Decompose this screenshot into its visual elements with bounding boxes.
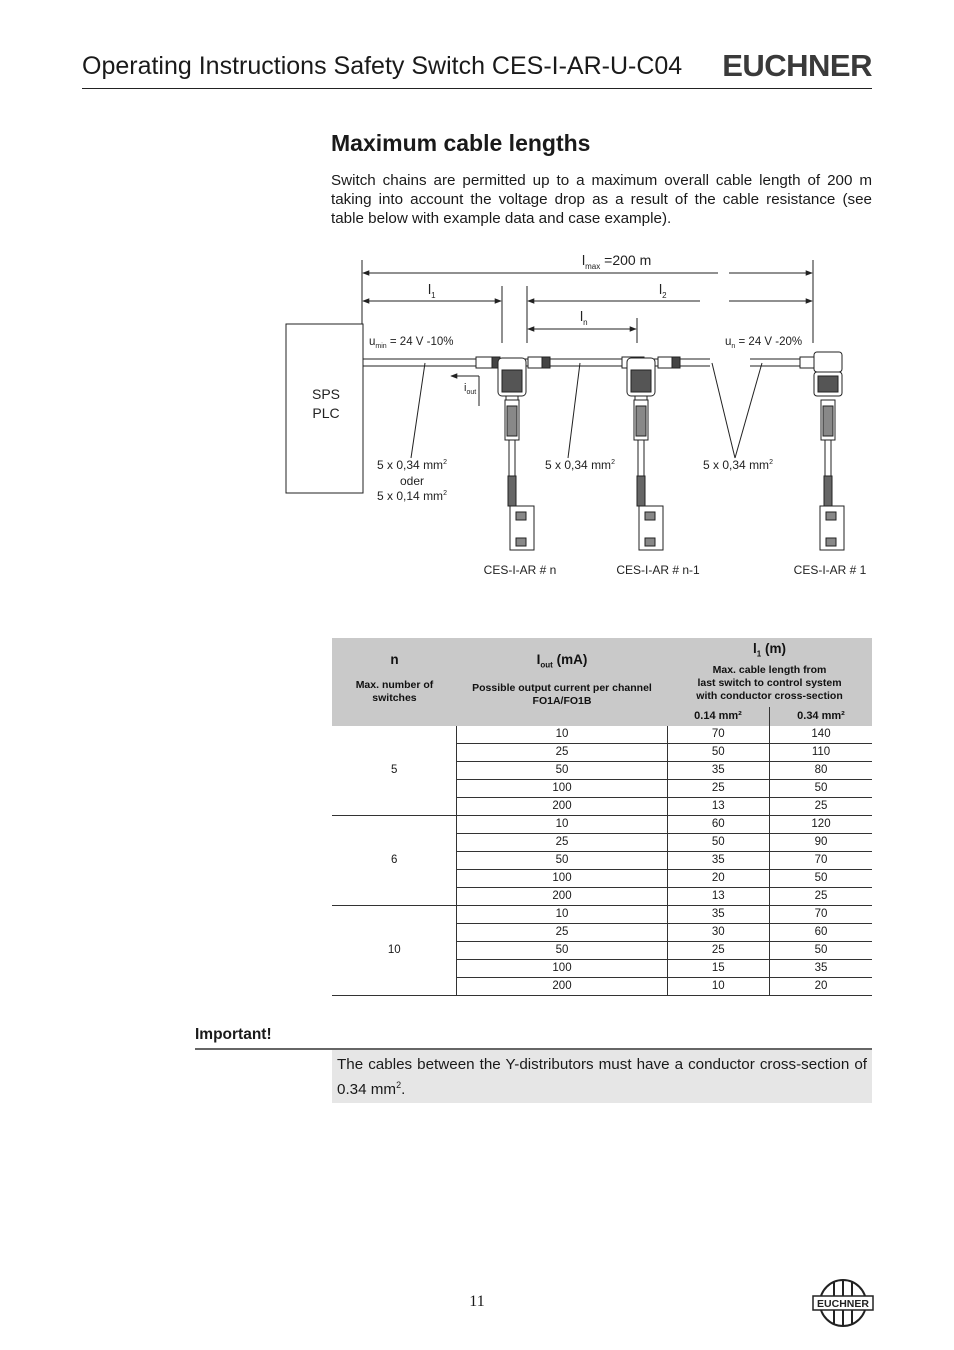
- page-number: 11: [469, 1293, 485, 1310]
- table-row: 100 20 50: [332, 869, 872, 887]
- table-row: 6 10 60 120: [332, 815, 872, 833]
- header-rule: [82, 88, 872, 89]
- switch-1: [824, 476, 832, 506]
- cable-length-table: [332, 638, 872, 996]
- svg-text:ln: $l_n$: [580, 308, 588, 327]
- cable-length-table-wrapper: [332, 638, 872, 996]
- svg-text:5 x 0,34 mm2: 5 x 0,34 $mm^2$: [703, 458, 773, 472]
- table-row: 10 10 35 70: [332, 905, 872, 923]
- table-row: 100 25 50: [332, 779, 872, 797]
- col-header-l1: $l_1$ (m) Max. cable length from last switch to control system with conductor cross-section: [667, 638, 872, 707]
- intro-paragraph: Switch chains are permitted up to a maximum overall cable length of 200 m taking into account the voltage drop as a result of the cable resistance (see table below with example data and case example).: [331, 172, 872, 227]
- table-row: 5 10 70 140: [332, 726, 872, 744]
- table-row: 25 50 110: [332, 743, 872, 761]
- col-header-n: n Max. number of switches: [332, 638, 457, 726]
- section-title: Maximum cable lengths: [331, 130, 591, 156]
- table-row: 200 13 25: [332, 797, 872, 815]
- switch-n: [508, 476, 516, 506]
- euchner-footer-logo: [812, 1278, 874, 1328]
- table-row: 25 50 90: [332, 833, 872, 851]
- table-row: 50 25 50: [332, 941, 872, 959]
- table-row: 200 13 25: [332, 887, 872, 905]
- switch-n1: [637, 476, 645, 506]
- svg-text:5 x 0,34 mm2: 5 x 0,34 $mm^2$: [545, 458, 615, 472]
- n-cell: 5: [332, 726, 457, 816]
- important-label: Important!: [195, 1026, 272, 1043]
- page-header-title: Operating Instructions Safety Switch CES-I-AR-U-C04: [82, 52, 683, 80]
- svg-text:l2: $l_2$: [659, 281, 667, 300]
- col-header-014: 0.14 mm²: [667, 707, 769, 726]
- svg-text:l1: $l_1$: [428, 281, 436, 300]
- svg-text:oder: oder: [399, 474, 425, 488]
- svg-text:un = 24 V -20%: $u_n = 24$ V -20%: [725, 336, 803, 350]
- table-row: 50 35 70: [332, 851, 872, 869]
- svg-text:lmax =200 m: $l_{max} =200$ m: [582, 252, 652, 271]
- svg-text:5 x 0,14 mm2: 5 x 0,14 $mm^2$: [377, 489, 447, 503]
- svg-text:iout: $i_{out}$: [464, 382, 477, 396]
- col-header-iout: $I_{out}$ (mA) Possible output current per channel FO1A/FO1B: [457, 638, 667, 726]
- table-row: 200 10 20: [332, 977, 872, 995]
- table-row: 50 35 80: [332, 761, 872, 779]
- table-row: 25 30 60: [332, 923, 872, 941]
- svg-text:SPS: SPS: [311, 386, 341, 402]
- n-cell: 6: [332, 815, 457, 905]
- svg-text:CES-I-AR # n: CES-I-AR # n: [483, 563, 557, 577]
- svg-text:PLC: PLC: [312, 405, 340, 421]
- svg-text:EUCHNER: EUCHNER: [817, 1298, 869, 1310]
- col-header-034: 0.34 mm²: [770, 707, 873, 726]
- svg-text:5 x 0,34 mm2: 5 x 0,34 $mm^2$: [377, 458, 447, 472]
- cable-length-diagram: [280, 248, 880, 588]
- euchner-logo: EUCHNER: [722, 48, 872, 83]
- important-note: The cables between the Y-distributors must have a conductor cross-section of 0.34 $mm^2$.: [332, 1050, 872, 1103]
- svg-text:CES-I-AR # 1: CES-I-AR # 1: [793, 563, 867, 577]
- n-cell: 10: [332, 905, 457, 995]
- table-row: 100 15 35: [332, 959, 872, 977]
- svg-text:umin = 24 V -10%: $u_{min} = 24$ V -10%: [369, 336, 454, 350]
- svg-text:CES-I-AR # n-1: CES-I-AR # n-1: [616, 563, 700, 577]
